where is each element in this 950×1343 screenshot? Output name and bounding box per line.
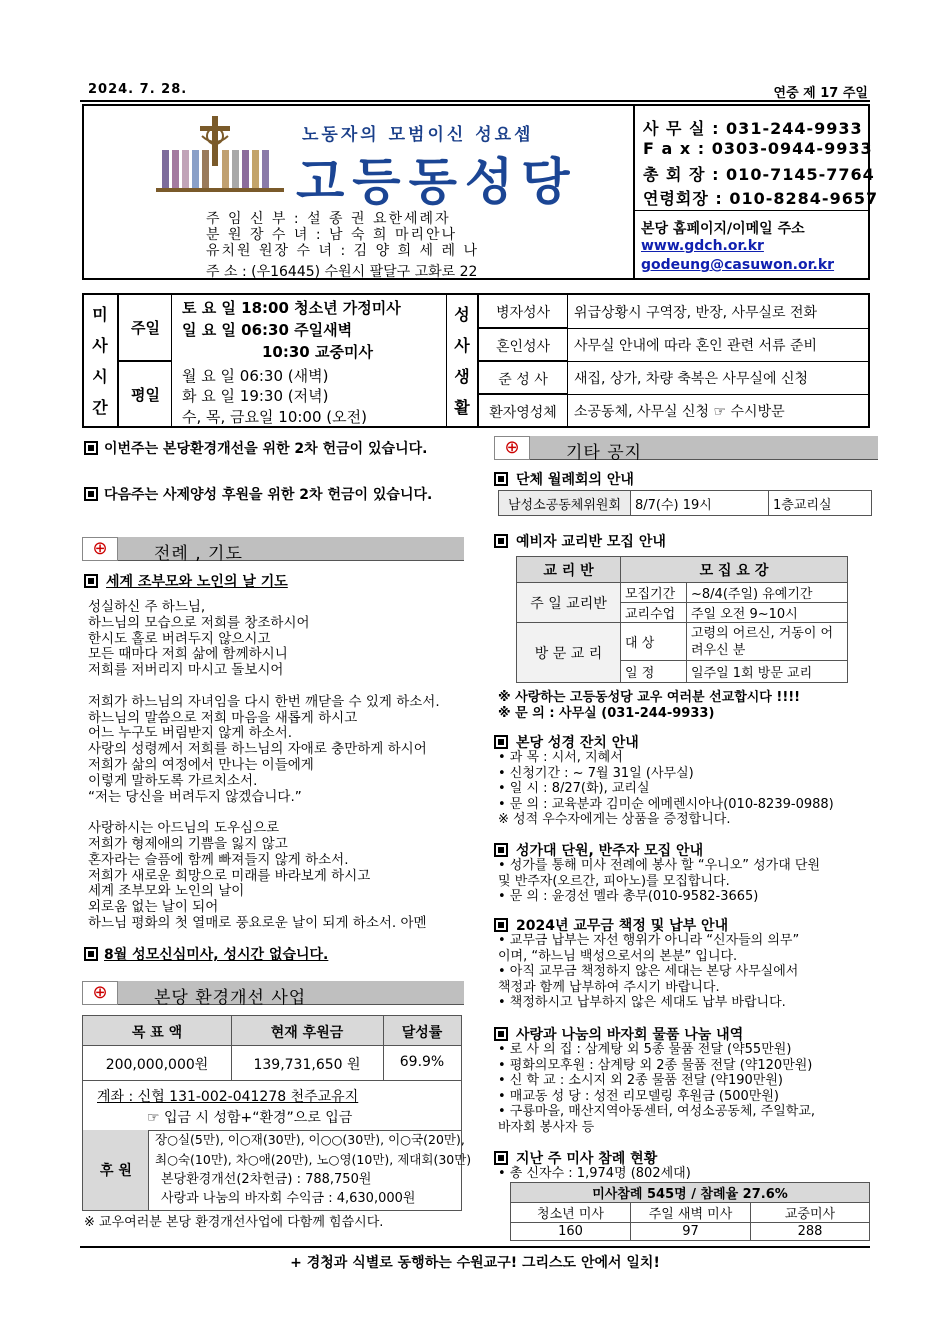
section-title: 기타 공지 — [566, 443, 643, 463]
weekday-label: 평일 — [131, 386, 160, 404]
choir-line: • 문 의 : 윤경선 멜라 총무(010-9582-3665) — [498, 889, 759, 904]
contact-fax: F a x : 0303-0944-9933 — [643, 139, 873, 158]
catechumen-row-value: 일주일 1회 방문 교리 — [687, 661, 848, 683]
row-line — [568, 361, 870, 362]
catechumen-note: ※ 문 의 : 사무실 (031-244-9933) — [498, 706, 715, 721]
meeting-place: 1층교리실 — [769, 491, 872, 516]
prayer-line: 혼자라는 슬픔에 함께 빠져들지 않게 하소서. — [88, 851, 349, 868]
donors-label-cell — [83, 1130, 149, 1210]
donor-line: 장○실(5만), 이○재(30만), 이○○(30만), 이○국(20만), — [155, 1132, 465, 1147]
catechumen-note: ※ 사랑하는 고등동성당 교우 여러분 선교합시다 !!!! — [498, 690, 801, 705]
prayer-line: 저희가 형제애의 기쁨을 잃지 않고 — [88, 836, 288, 852]
prayer-line: 하느님의 모습으로 저희를 창조하시어 — [88, 614, 310, 631]
attendance-value: 97 — [631, 1223, 751, 1241]
env-project-table — [82, 1015, 472, 1211]
square-bullet-icon — [494, 1151, 508, 1165]
square-bullet-icon — [494, 534, 508, 548]
staff-sister: 분 원 장 수 녀 : 남 숙 희 마리안나 — [206, 227, 458, 243]
church-logo-icon — [156, 114, 284, 194]
prayer-title: 세계 조부모와 노인의 날 기도 — [84, 571, 288, 591]
sunday-mass-sat: 토 요 일 18:00 청소년 가정미사 — [182, 299, 401, 317]
sacrament-name-cell-2 — [478, 328, 568, 361]
choir-line: 및 반주자(오르간, 피아노)를 모집합니다. — [498, 873, 730, 889]
catechumen-row-key: 일 정 — [621, 661, 687, 683]
square-bullet-icon — [494, 1027, 508, 1041]
sacrament-name: 혼인성사 — [495, 339, 551, 355]
contact-office: 사 무 실 : 031-244-9933 — [643, 119, 863, 138]
section-title: 전례 , 기도 — [154, 544, 243, 564]
meeting-title: 단체 월례회의 안내 — [494, 469, 634, 489]
bible-line: ※ 성적 우수자에게는 상품을 증정합니다. — [498, 812, 731, 827]
catechumen-header-class: 교 리 반 — [517, 557, 621, 583]
church-header — [82, 104, 635, 280]
dues-line: • 아직 교무금 책정하지 않은 세대는 본당 사무실에서 — [498, 964, 799, 979]
attendance-table — [510, 1182, 870, 1241]
square-bullet-icon — [494, 843, 508, 857]
attendance-summary: 미사참례 545명 / 참례율 27.6% — [511, 1183, 870, 1203]
contact-president: 총 회 장 : 010-7145-7764 — [643, 165, 875, 184]
sacrament-desc: 새집, 상가, 차량 축복은 사무실에 신청 — [574, 371, 809, 387]
env-header-current: 현재 후원금 — [270, 1025, 344, 1041]
catechumen-row-value: 주일 오전 9~10시 — [687, 603, 848, 623]
dues-title: 2024년 교무금 책정 및 납부 안내 — [494, 915, 728, 935]
bottom-divider — [80, 1246, 870, 1248]
catechumen-table — [516, 556, 848, 683]
donors-label: 후 원 — [100, 1163, 132, 1179]
prayer-line: 이렇게 말하도록 가르치소서. — [88, 772, 258, 789]
prayer-line: 저희가 삶의 여정에서 만나는 이들에게 — [88, 757, 314, 773]
sacrament-name-cell-1 — [478, 295, 568, 328]
attendance-total: • 총 신자수 : 1,974명 (802세대) — [498, 1166, 691, 1181]
bazaar-line: 바자회 봉사자 등 — [498, 1119, 595, 1135]
sunday-label-cell — [118, 295, 172, 361]
sacrament-desc: 소공동체, 사무실 신청 ☞ 수시방문 — [574, 404, 785, 420]
bible-line: • 일 시 : 8/27(화), 교리실 — [498, 781, 650, 796]
bible-line: • 과 목 : 시서, 지혜서 — [498, 750, 623, 765]
weekday-mass-wed-fri: 수, 목, 금요일 10:00 (오전) — [182, 408, 367, 426]
col-line — [383, 1016, 384, 1080]
env-account: 계좌 : 신협 131-002-041278 천주교유지 — [97, 1089, 359, 1105]
meeting-group: 남성소공동체위원회 — [499, 491, 631, 516]
prayer-line: 저희를 저버리지 마시고 돌보시어 — [88, 662, 284, 679]
contact-divider — [635, 210, 868, 211]
square-bullet-icon — [84, 574, 98, 588]
attendance-value: 288 — [751, 1223, 870, 1241]
sacrament-label-cell — [446, 295, 478, 426]
weekday-mass-tue: 화 요 일 19:30 (저녁) — [182, 387, 329, 405]
issue-date: 2024. 7. 28. — [88, 82, 188, 97]
contact-box — [635, 104, 879, 280]
env-header-rate: 달성률 — [401, 1025, 443, 1041]
attendance-value: 160 — [511, 1223, 631, 1241]
prayer-line: 저희가 하느님의 자녀임을 다시 한번 깨닫을 수 있게 하소서. — [88, 693, 440, 710]
choir-title: 성가대 단원, 반주자 모집 안내 — [494, 840, 703, 860]
catechumen-title: 예비자 교리반 모집 안내 — [494, 531, 666, 551]
row-line — [568, 394, 870, 395]
row-line — [568, 328, 870, 329]
square-bullet-icon — [494, 735, 508, 749]
env-target-value: 200,000,000원 — [105, 1057, 209, 1073]
visit-class: 방 문 교 리 — [517, 623, 621, 683]
choir-line: • 성가를 통해 미사 전례에 봉사 할 “우니오” 성가대 단원 — [498, 858, 821, 873]
sacrament-name-cell-3 — [478, 361, 568, 394]
attendance-title: 지난 주 미사 참례 현황 — [494, 1148, 657, 1168]
section-bar-liturgy — [82, 537, 464, 564]
sacrament-name: 병자성사 — [495, 305, 551, 321]
footer-slogan: + 경청과 식별로 동행하는 수원교구! 그리스도 안에서 일치! — [290, 1255, 660, 1271]
sunday-class: 주 일 교리반 — [517, 583, 621, 623]
env-account-note: ☞ 입금 시 성함+“환경”으로 입금 — [147, 1110, 353, 1126]
env-current-value: 139,731,650 원 — [253, 1057, 361, 1073]
donor-line: 사랑과 나눔의 바자회 수익금 : 4,630,000원 — [161, 1191, 416, 1206]
homepage-title: 본당 홈페이지/이메일 주소 — [641, 221, 805, 237]
sacrament-name: 환자영성체 — [489, 405, 557, 421]
catechumen-row-key: 모집기간 — [621, 583, 687, 603]
prayer-line: 성실하신 주 하느님, — [88, 599, 206, 615]
prayer-line: 외로움 없는 날이 되어 — [88, 899, 219, 916]
sacrament-name: 준 성 사 — [498, 372, 548, 388]
church-name: 고등동성당 — [296, 152, 578, 211]
sunday-mass-early: 일 요 일 06:30 주일새벽 — [182, 321, 353, 339]
bazaar-line: • 구룡마을, 매산지역아동센터, 여성소공동체, 주일학교, — [498, 1104, 816, 1119]
attendance-header: 교중미사 — [751, 1203, 870, 1223]
section-bar-env — [82, 981, 464, 1008]
church-slogan: 노동자의 모범이신 성요셉 — [302, 125, 534, 145]
cross-icon: ⊕ — [82, 981, 118, 1005]
section-title: 본당 환경개선 사업 — [154, 988, 307, 1008]
attendance-header: 주일 새벽 미사 — [631, 1203, 751, 1223]
row-line — [83, 1080, 461, 1081]
top-divider — [80, 100, 870, 102]
weekday-label-cell — [118, 361, 172, 426]
sacrament-label: 성 사 생 활 — [454, 305, 470, 417]
bazaar-line: • 평화의모후원 : 삼계탕 외 2종 물품 전달 (약120만원) — [498, 1057, 813, 1073]
cross-icon: ⊕ — [494, 436, 530, 460]
mass-label: 미 사 시 간 — [92, 305, 108, 417]
notice-no-marian-mass: 8월 성모신심미사, 성시간 없습니다. — [84, 946, 328, 964]
sacrament-name-cell-4 — [478, 394, 568, 426]
env-rate-value: 69.9% — [399, 1054, 445, 1070]
mass-label-cell — [84, 295, 118, 426]
liturgical-week: 연중 제 17 주일 — [773, 86, 868, 101]
bible-line: • 문 의 : 교육분과 김미순 에메렌시아나(010-8239-0988) — [498, 796, 834, 812]
dues-line: 이며, “하느님 백성으로서의 본분” 입니다. — [498, 948, 738, 964]
staff-kindergarten: 유치원 원장 수 녀 : 김 양 희 세 레 나 — [206, 243, 480, 259]
bazaar-line: • 신 학 교 : 소시지 외 2종 물품 전달 (약190만원) — [498, 1073, 783, 1088]
section-bar-other — [494, 436, 878, 463]
bazaar-line: • 매교동 성 당 : 성전 리모델링 후원금 (500만원) — [498, 1088, 779, 1104]
mass-schedule-table — [82, 293, 870, 428]
notice-2nd-collection-env: 이번주는 본당환경개선을 위한 2차 헌금이 있습니다. — [84, 440, 454, 458]
sacrament-desc: 위급상황시 구역장, 반장, 사무실로 전화 — [574, 305, 818, 321]
prayer-line: 모든 때마다 저희 삶에 함께하시니 — [88, 646, 288, 663]
staff-pastor: 주 임 신 부 : 설 종 권 요한세례자 — [206, 211, 451, 227]
catechumen-row-value: 고령의 어르신, 거동이 어려우신 분 — [687, 623, 848, 661]
notice-2nd-collection-priest: 다음주는 사제양성 후원을 위한 2차 헌금이 있습니다. — [84, 486, 454, 504]
env-header-target: 목 표 액 — [131, 1025, 183, 1041]
donor-line: 최○숙(10만), 차○애(20만), 노○영(10만), 제대회(30만) — [155, 1152, 472, 1167]
attendance-header: 청소년 미사 — [511, 1203, 631, 1223]
bazaar-title: 사랑과 나눔의 바자회 물품 나눔 내역 — [494, 1024, 743, 1044]
bazaar-line: • 로 사 의 집 : 삼계탕 외 5종 물품 전달 (약55만원) — [498, 1042, 792, 1057]
square-bullet-icon — [84, 487, 98, 501]
env-footnote: ※ 교우여러분 본당 환경개선사업에 다함께 힘씁시다. — [84, 1215, 384, 1230]
catechumen-header-info: 모 집 요 강 — [621, 557, 848, 583]
homepage-link[interactable]: www.gdch.or.kr — [641, 238, 764, 254]
email-link[interactable]: godeung@casuwon.or.kr — [641, 257, 835, 273]
bible-title: 본당 성경 잔치 안내 — [494, 732, 639, 752]
prayer-line: 사랑의 성령께서 저희를 하느님의 자애로 충만하게 하시어 — [88, 741, 427, 758]
church-address: 주 소 : (우16445) 수원시 팔달구 고화로 22 — [206, 264, 478, 280]
donor-line: 본당환경개선(2차헌금) : 788,750원 — [161, 1172, 372, 1187]
sunday-mass-main: 10:30 교중미사 — [262, 343, 373, 361]
bible-line: • 신청기간 : ~ 7월 31일 (사무실) — [498, 765, 694, 781]
contact-funeral: 연령회장 : 010-8284-9657 — [643, 189, 879, 208]
meeting-time: 8/7(수) 19시 — [631, 491, 769, 516]
catechumen-row-key: 교리수업 — [621, 603, 687, 623]
prayer-line: 사랑하시는 아드님의 도우심으로 — [88, 820, 280, 837]
prayer-line: 하느님의 말씀으로 저희 마음을 새롭게 하시고 — [88, 709, 358, 726]
sunday-label: 주일 — [131, 319, 160, 337]
prayer-line: “저는 당신을 버려두지 않겠습니다.” — [88, 788, 302, 805]
cross-icon: ⊕ — [82, 537, 118, 561]
dues-line: 책정과 함께 납부하여 주시기 바랍니다. — [498, 979, 720, 995]
prayer-line: 세계 조부모와 노인의 날이 — [88, 883, 245, 900]
prayer-line: 저희가 새로운 희망으로 미래를 바라보게 하시고 — [88, 867, 371, 884]
dues-line: • 책정하시고 납부하지 않은 세대도 납부 바랍니다. — [498, 995, 786, 1010]
square-bullet-icon — [84, 947, 98, 961]
catechumen-row-key: 대 상 — [621, 623, 687, 661]
sacrament-desc: 사무실 안내에 따라 혼인 관련 서류 준비 — [574, 338, 818, 354]
prayer-line: 한시도 홀로 버려두지 않으시고 — [88, 630, 271, 647]
prayer-line: 어느 누구도 버림받지 않게 하소서. — [88, 725, 293, 742]
dues-line: • 교무금 납부는 자선 행위가 아니라 “신자들의 의무” — [498, 933, 800, 948]
square-bullet-icon — [84, 441, 98, 455]
weekday-mass-mon: 월 요 일 06:30 (새벽) — [182, 367, 329, 385]
square-bullet-icon — [494, 918, 508, 932]
meeting-table — [498, 490, 872, 516]
prayer-line: 하느님 평화의 첫 열매로 풍요로운 날이 되게 하소서. 아멘 — [88, 915, 427, 931]
catechumen-row-value: ~8/4(주일) 유예기간 — [687, 583, 848, 603]
square-bullet-icon — [494, 472, 508, 486]
